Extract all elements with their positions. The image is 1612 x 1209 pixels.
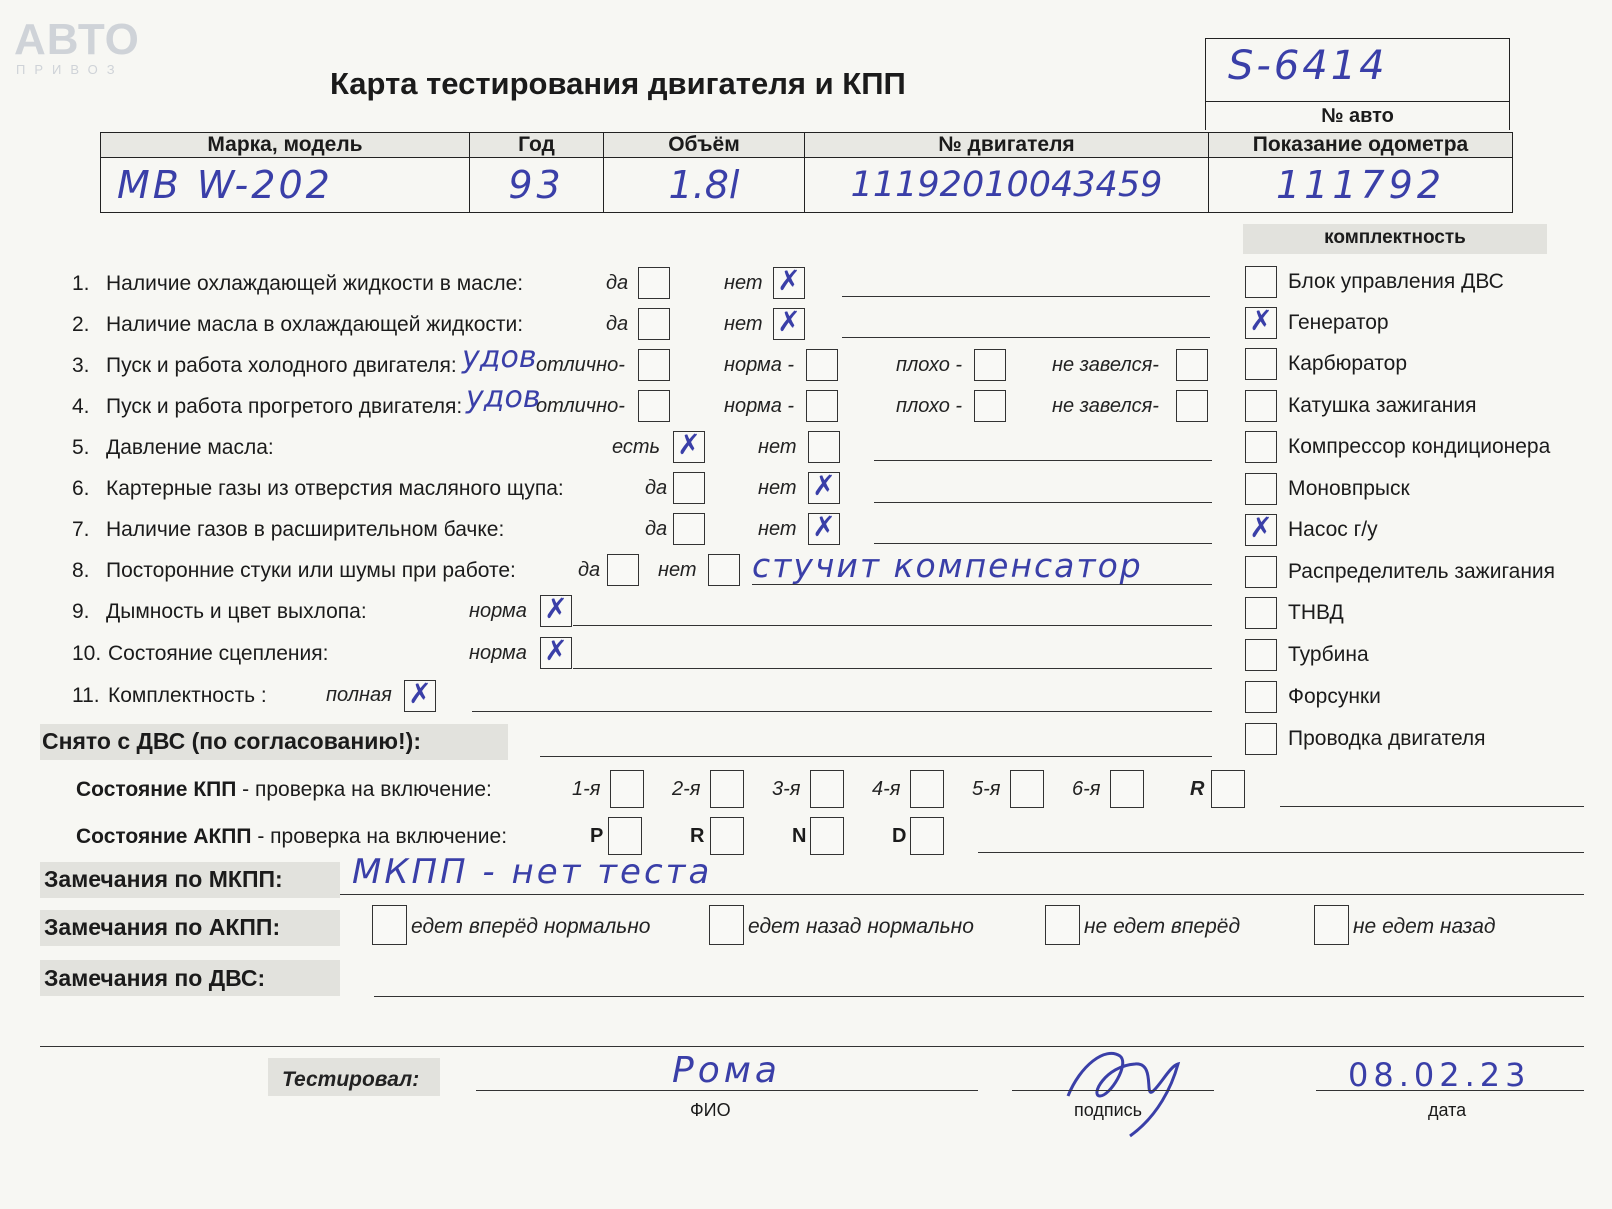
value-engine-no: 11192010043459 — [805, 158, 1209, 213]
akpp-remarks-forward-ok-label: едет вперёд нормально — [411, 915, 651, 938]
vehicle-table-value-row — [101, 158, 1513, 213]
check-5-opt-no-label: нет — [758, 436, 797, 458]
check-5-label: Давление масла: — [106, 436, 274, 459]
akpp-mode-n-checkbox[interactable] — [810, 817, 844, 855]
akpp-mode-d-checkbox[interactable] — [910, 817, 944, 855]
kpp-line — [1280, 806, 1584, 807]
check-5-opt-no-checkbox[interactable] — [808, 431, 840, 463]
mkpp-remarks-line — [340, 894, 1584, 895]
kpp-gear-1-checkbox[interactable] — [610, 770, 644, 808]
kit-title: комплектность — [1324, 227, 1466, 248]
signature — [1060, 1026, 1210, 1146]
check-3-opt-excellent-label: отлично- — [536, 354, 625, 376]
kpp-gear-5-label: 5-я — [972, 778, 1001, 800]
kpp-gear-r-checkbox[interactable] — [1211, 770, 1245, 808]
tested-name-caption: ФИО — [690, 1100, 731, 1120]
kit-checkbox-carburetor[interactable] — [1245, 348, 1277, 380]
auto-number-label: № авто — [1321, 105, 1394, 127]
check-9-num: 9. — [72, 600, 90, 623]
check-3-num: 3. — [72, 354, 90, 377]
kpp-gear-6-label: 6-я — [1072, 778, 1101, 800]
tested-label: Тестировал: — [282, 1068, 420, 1091]
check-1-opt-yes-checkbox[interactable] — [638, 267, 670, 299]
col-engine-no: № двигателя — [805, 133, 1209, 158]
akpp-remarks-no-backward-checkbox[interactable] — [1314, 905, 1349, 945]
kpp-gear-4-checkbox[interactable] — [910, 770, 944, 808]
check-7-num: 7. — [72, 518, 90, 541]
kpp-label — [76, 778, 492, 802]
check-7-opt-yes-checkbox[interactable] — [673, 513, 705, 545]
akpp-remarks-label: Замечания по АКПП: — [44, 914, 281, 940]
check-1-line — [842, 296, 1210, 297]
akpp-mode-p-checkbox[interactable] — [608, 817, 642, 855]
dvs-remarks-line-2 — [40, 1046, 1584, 1047]
check-7-opt-no-checkbox[interactable] — [808, 513, 840, 545]
check-4-num: 4. — [72, 395, 90, 418]
akpp-mode-r-label: R — [690, 825, 705, 847]
check-4-opt-nostart-checkbox[interactable] — [1176, 390, 1208, 422]
kit-label-ac-compressor: Компрессор кондиционера — [1288, 435, 1551, 458]
check-3-opt-bad-label: плохо - — [896, 354, 963, 376]
check-6-opt-yes-checkbox[interactable] — [673, 472, 705, 504]
kit-checkbox-distributor[interactable] — [1245, 556, 1277, 588]
check-6-opt-no-checkbox[interactable] — [808, 472, 840, 504]
check-2-label: Наличие масла в охлаждающей жидкости: — [106, 313, 524, 336]
logo — [14, 15, 140, 77]
check-3-opt-normal-checkbox[interactable] — [806, 349, 838, 381]
check-1-num: 1. — [72, 272, 90, 295]
col-model: Марка, модель — [101, 133, 470, 158]
check-11-opt-full-label: полная — [326, 684, 392, 706]
kit-label-generator: Генератор — [1288, 311, 1389, 334]
removed-label: Снято с ДВС (по согласованию!): — [42, 728, 421, 754]
kit-checkbox-injectors[interactable] — [1245, 681, 1277, 713]
akpp-remarks-forward-ok-checkbox[interactable] — [372, 905, 407, 945]
kit-checkbox-tnvd[interactable] — [1245, 597, 1277, 629]
kit-label-wiring: Проводка двигателя — [1288, 727, 1486, 750]
tested-name: Рома — [672, 1050, 781, 1091]
kit-label-distributor: Распределитель зажигания — [1288, 560, 1556, 583]
check-10-opt-normal-label: норма — [469, 642, 527, 664]
check-10-opt-normal-checkbox[interactable] — [540, 637, 572, 669]
kpp-label-rest: - проверка на включение: — [236, 778, 492, 801]
akpp-line — [978, 852, 1584, 853]
akpp-mode-r-checkbox[interactable] — [710, 817, 744, 855]
akpp-remarks-no-forward-checkbox[interactable] — [1045, 905, 1080, 945]
kpp-gear-5-checkbox[interactable] — [1010, 770, 1044, 808]
kit-label-carburetor: Карбюратор — [1288, 352, 1408, 375]
check-4-opt-bad-label: плохо - — [896, 395, 963, 417]
kit-label-turbine: Турбина — [1288, 643, 1369, 666]
auto-number-divider — [1206, 101, 1509, 102]
tested-date: 08.02.23 — [1348, 1056, 1531, 1094]
check-6-opt-no-label: нет — [758, 477, 797, 499]
kpp-gear-6-checkbox[interactable] — [1110, 770, 1144, 808]
value-model: MB W-202 — [101, 158, 470, 213]
kpp-gear-1-label: 1-я — [572, 778, 601, 800]
check-4-label: Пуск и работа прогретого двигателя: — [106, 395, 463, 418]
kit-label-tnvd: ТНВД — [1288, 601, 1344, 624]
check-11-num: 11. — [72, 684, 100, 707]
check-8-opt-no-checkbox[interactable] — [708, 554, 740, 586]
kpp-gear-3-label: 3-я — [772, 778, 801, 800]
check-4-opt-normal-label: норма - — [724, 395, 795, 417]
akpp-remarks-backward-ok-label: едет назад нормально — [748, 915, 974, 938]
kit-label-monoinjection: Моновпрыск — [1288, 477, 1410, 500]
auto-number-value: S-6414 — [1228, 43, 1388, 89]
check-7-opt-yes-label: да — [645, 518, 668, 540]
check-5-num: 5. — [72, 436, 90, 459]
kpp-gear-3-checkbox[interactable] — [810, 770, 844, 808]
col-odometer: Показание одометра — [1209, 133, 1513, 158]
value-odometer: 111792 — [1209, 158, 1513, 213]
mkpp-remarks-value: МКПП - нет теста — [352, 852, 713, 892]
akpp-remarks-backward-ok-checkbox[interactable] — [709, 905, 744, 945]
kit-label-power-steering-pump: Насос г/у — [1288, 518, 1378, 541]
check-8-opt-yes-label: да — [578, 559, 601, 581]
kpp-gear-2-label: 2-я — [672, 778, 701, 800]
check-10-num: 10. — [72, 642, 102, 665]
auto-number-box — [1205, 38, 1510, 130]
check-9-opt-normal-label: норма — [469, 600, 527, 622]
check-9-opt-normal-checkbox[interactable] — [540, 595, 572, 627]
check-5-line — [874, 460, 1212, 461]
kit-checkbox-power-steering-pump[interactable] — [1245, 514, 1277, 546]
check-11-line — [472, 711, 1212, 712]
kpp-gear-2-checkbox[interactable] — [710, 770, 744, 808]
logo-subtext: ПРИВОЗ — [16, 62, 124, 77]
check-11-label: Комплектность : — [108, 684, 267, 707]
check-7-label: Наличие газов в расширительном бачке: — [106, 518, 505, 541]
check-6-num: 6. — [72, 477, 90, 500]
mkpp-remarks-label: Замечания по МКПП: — [44, 866, 283, 892]
check-4-opt-nostart-label: не завелся- — [1052, 395, 1159, 417]
tested-date-line — [1316, 1090, 1584, 1091]
vehicle-table-header-row — [101, 133, 1513, 158]
kit-label-ecu: Блок управления ДВС — [1288, 270, 1504, 293]
check-9-line — [573, 625, 1212, 626]
check-2-opt-no-checkbox[interactable] — [773, 308, 805, 340]
akpp-remarks-no-backward-label: не едет назад — [1353, 915, 1496, 938]
tested-sign-caption: подпись — [1074, 1100, 1143, 1120]
check-6-label: Картерные газы из отверстия масляного щупа: — [106, 477, 564, 500]
kpp-gear-r-label: R — [1190, 778, 1205, 800]
kit-checkbox-turbine[interactable] — [1245, 639, 1277, 671]
kpp-label-bold: Состояние КПП — [76, 778, 237, 801]
check-10-label: Состояние сцепления: — [108, 642, 329, 665]
tested-sign-line — [1012, 1090, 1214, 1091]
check-7-opt-no-label: нет — [758, 518, 797, 540]
check-6-opt-yes-label: да — [645, 477, 668, 499]
check-4-opt-bad-checkbox[interactable] — [974, 390, 1006, 422]
check-3-opt-nostart-label: не завелся- — [1052, 354, 1159, 376]
kpp-gear-4-label: 4-я — [872, 778, 901, 800]
check-3-opt-excellent-checkbox[interactable] — [638, 349, 670, 381]
check-4-opt-normal-checkbox[interactable] — [806, 390, 838, 422]
kit-label-ignition-coil: Катушка зажигания — [1288, 394, 1477, 417]
check-2-opt-yes-checkbox[interactable] — [638, 308, 670, 340]
check-4-handwritten: удов — [466, 380, 541, 415]
page-title: Карта тестирования двигателя и КПП — [330, 66, 906, 101]
value-volume: 1.8l — [604, 158, 805, 213]
kit-checkbox-wiring[interactable] — [1245, 723, 1277, 755]
check-8-num: 8. — [72, 559, 90, 582]
check-3-handwritten: удов — [462, 340, 537, 375]
tested-date-caption: дата — [1428, 1100, 1467, 1120]
col-year: Год — [470, 133, 604, 158]
akpp-label — [76, 825, 507, 849]
dvs-remarks-line-1 — [374, 996, 1584, 997]
akpp-mode-d-label: D — [892, 825, 907, 847]
check-7-line — [874, 543, 1212, 544]
check-1-opt-yes-label: да — [606, 272, 629, 294]
dvs-remarks-label: Замечания по ДВС: — [44, 965, 266, 991]
kit-checkbox-ignition-coil[interactable] — [1245, 390, 1277, 422]
check-1-opt-no-label: нет — [724, 272, 763, 294]
check-8-opt-yes-checkbox[interactable] — [607, 554, 639, 586]
check-8-line — [752, 584, 1212, 585]
check-2-num: 2. — [72, 313, 90, 336]
check-4-opt-excellent-label: отлично- — [536, 395, 625, 417]
akpp-mode-n-label: N — [792, 825, 807, 847]
check-3-opt-bad-checkbox[interactable] — [974, 349, 1006, 381]
removed-line — [540, 756, 1212, 757]
logo-text: АВТО — [14, 15, 140, 64]
check-1-label: Наличие охлаждающей жидкости в масле: — [106, 272, 524, 295]
value-year: 93 — [470, 158, 604, 213]
check-9-label: Дымность и цвет выхлопа: — [106, 600, 367, 623]
check-1-opt-no-checkbox[interactable] — [773, 267, 805, 299]
check-8-label: Посторонние стуки или шумы при работе: — [106, 559, 516, 582]
col-volume: Объём — [604, 133, 805, 158]
check-4-opt-excellent-checkbox[interactable] — [638, 390, 670, 422]
akpp-remarks-no-forward-label: не едет вперёд — [1084, 915, 1241, 938]
tested-name-line — [476, 1090, 978, 1091]
kit-checkbox-ac-compressor[interactable] — [1245, 431, 1277, 463]
kit-checkbox-generator[interactable] — [1245, 307, 1277, 339]
check-3-opt-normal-label: норма - — [724, 354, 795, 376]
check-3-opt-nostart-checkbox[interactable] — [1176, 349, 1208, 381]
akpp-mode-p-label: P — [590, 825, 604, 847]
check-3-label: Пуск и работа холодного двигателя: — [106, 354, 457, 377]
kit-label-injectors: Форсунки — [1288, 685, 1381, 708]
check-8-opt-no-label: нет — [658, 559, 697, 581]
kit-checkbox-monoinjection[interactable] — [1245, 473, 1277, 505]
check-11-opt-full-checkbox[interactable] — [404, 680, 436, 712]
check-5-opt-yes-label: есть — [612, 436, 661, 458]
check-5-opt-yes-checkbox[interactable] — [673, 431, 705, 463]
akpp-label-bold: Состояние АКПП — [76, 825, 252, 848]
check-10-line — [573, 668, 1212, 669]
check-8-handwritten: стучит компенсатор — [752, 546, 1143, 585]
vehicle-table — [100, 132, 1513, 213]
check-2-line — [842, 337, 1210, 338]
kit-checkbox-ecu[interactable] — [1245, 266, 1277, 298]
check-2-opt-yes-label: да — [606, 313, 629, 335]
check-2-opt-no-label: нет — [724, 313, 763, 335]
akpp-label-rest: - проверка на включение: — [251, 825, 508, 848]
check-6-line — [874, 502, 1212, 503]
